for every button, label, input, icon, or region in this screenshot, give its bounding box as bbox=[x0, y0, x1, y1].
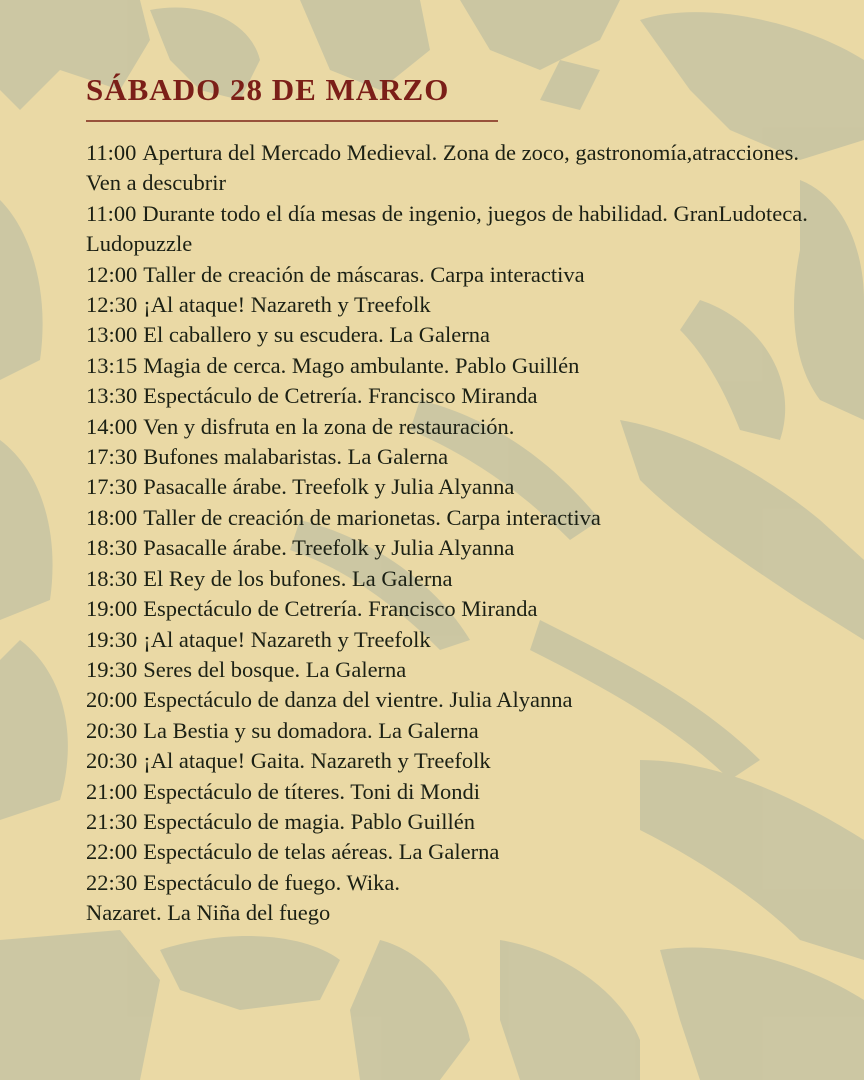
schedule-text: Espectáculo de fuego. Wika. bbox=[143, 869, 400, 895]
schedule-time: 18:30 bbox=[86, 535, 138, 561]
schedule-time: 22:00 bbox=[86, 839, 138, 865]
schedule-time: 19:30 bbox=[86, 656, 138, 682]
schedule-item bbox=[86, 412, 816, 442]
schedule-text: Nazaret. La Niña del fuego bbox=[86, 900, 331, 926]
schedule-text: Espectáculo de danza del vientre. Julia Alyanna bbox=[143, 687, 573, 713]
schedule-text: Durante todo el día mesas de ingenio, juegos de habilidad. GranLudoteca. Ludopuzzle bbox=[86, 200, 808, 257]
schedule-item bbox=[86, 533, 816, 563]
schedule-time: 17:30 bbox=[86, 474, 138, 500]
schedule-time: 13:15 bbox=[86, 352, 138, 378]
schedule-item bbox=[86, 199, 816, 260]
schedule-item bbox=[86, 777, 816, 807]
schedule-item bbox=[86, 351, 816, 381]
schedule-text: ¡Al ataque! Nazareth y Treefolk bbox=[143, 626, 431, 652]
schedule-text: Pasacalle árabe. Treefolk y Julia Alyanna bbox=[143, 474, 515, 500]
schedule-item bbox=[86, 807, 816, 837]
schedule-time: 19:30 bbox=[86, 626, 138, 652]
schedule-text: Taller de creación de máscaras. Carpa interactiva bbox=[143, 261, 585, 287]
schedule-text: El Rey de los bufones. La Galerna bbox=[143, 565, 453, 591]
schedule-text: Seres del bosque. La Galerna bbox=[143, 656, 407, 682]
schedule-time: 18:00 bbox=[86, 504, 138, 530]
title-divider bbox=[86, 120, 498, 122]
schedule-panel bbox=[86, 70, 816, 929]
schedule-time: 21:00 bbox=[86, 778, 138, 804]
schedule-item bbox=[86, 503, 816, 533]
schedule-item bbox=[86, 625, 816, 655]
schedule-text: La Bestia y su domadora. La Galerna bbox=[143, 717, 479, 743]
schedule-item bbox=[86, 381, 816, 411]
schedule-item bbox=[86, 564, 816, 594]
schedule-item bbox=[86, 138, 816, 199]
schedule-time: 13:00 bbox=[86, 322, 138, 348]
schedule-time: 21:30 bbox=[86, 808, 138, 834]
schedule-text: ¡Al ataque! Gaita. Nazareth y Treefolk bbox=[143, 748, 491, 774]
schedule-item-continuation bbox=[86, 898, 816, 928]
schedule-text: Espectáculo de títeres. Toni di Mondi bbox=[143, 778, 480, 804]
schedule-text: Espectáculo de Cetrería. Francisco Miranda bbox=[143, 383, 538, 409]
schedule-time: 20:00 bbox=[86, 687, 138, 713]
schedule-text: Espectáculo de telas aéreas. La Galerna bbox=[143, 839, 500, 865]
schedule-item bbox=[86, 837, 816, 867]
schedule-text: ¡Al ataque! Nazareth y Treefolk bbox=[143, 292, 431, 318]
schedule-time: 22:30 bbox=[86, 869, 138, 895]
schedule-item bbox=[86, 685, 816, 715]
schedule-time: 18:30 bbox=[86, 565, 138, 591]
schedule-time: 17:30 bbox=[86, 444, 138, 470]
schedule-item bbox=[86, 320, 816, 350]
schedule-item bbox=[86, 655, 816, 685]
schedule-time: 12:00 bbox=[86, 261, 138, 287]
schedule-item bbox=[86, 746, 816, 776]
schedule-text: Espectáculo de Cetrería. Francisco Miranda bbox=[143, 596, 538, 622]
schedule-item bbox=[86, 716, 816, 746]
schedule-text: Bufones malabaristas. La Galerna bbox=[143, 444, 449, 470]
schedule-item bbox=[86, 442, 816, 472]
schedule-item bbox=[86, 472, 816, 502]
schedule-text: Ven y disfruta en la zona de restauración. bbox=[143, 413, 515, 439]
schedule-item bbox=[86, 290, 816, 320]
schedule-time: 11:00 bbox=[86, 200, 137, 226]
schedule-text: Magia de cerca. Mago ambulante. Pablo Guillén bbox=[143, 352, 580, 378]
schedule-text: Apertura del Mercado Medieval. Zona de zoco, gastronomía,atracciones. Ven a descubrir bbox=[86, 140, 800, 196]
schedule-time: 13:30 bbox=[86, 383, 138, 409]
schedule-time: 20:30 bbox=[86, 748, 138, 774]
schedule-time: 12:30 bbox=[86, 292, 138, 318]
schedule-time: 14:00 bbox=[86, 413, 138, 439]
schedule-list bbox=[86, 138, 816, 929]
schedule-text: Pasacalle árabe. Treefolk y Julia Alyanna bbox=[143, 535, 515, 561]
page-title: SÁBADO 28 DE MARZO bbox=[86, 72, 450, 107]
schedule-time: 20:30 bbox=[86, 717, 138, 743]
schedule-item bbox=[86, 260, 816, 290]
schedule-text: Taller de creación de marionetas. Carpa interactiva bbox=[143, 504, 601, 530]
schedule-item bbox=[86, 868, 816, 898]
schedule-time: 19:00 bbox=[86, 596, 138, 622]
schedule-text: El caballero y su escudera. La Galerna bbox=[143, 322, 490, 348]
schedule-time: 11:00 bbox=[86, 140, 137, 165]
schedule-item bbox=[86, 594, 816, 624]
schedule-text: Espectáculo de magia. Pablo Guillén bbox=[143, 808, 476, 834]
